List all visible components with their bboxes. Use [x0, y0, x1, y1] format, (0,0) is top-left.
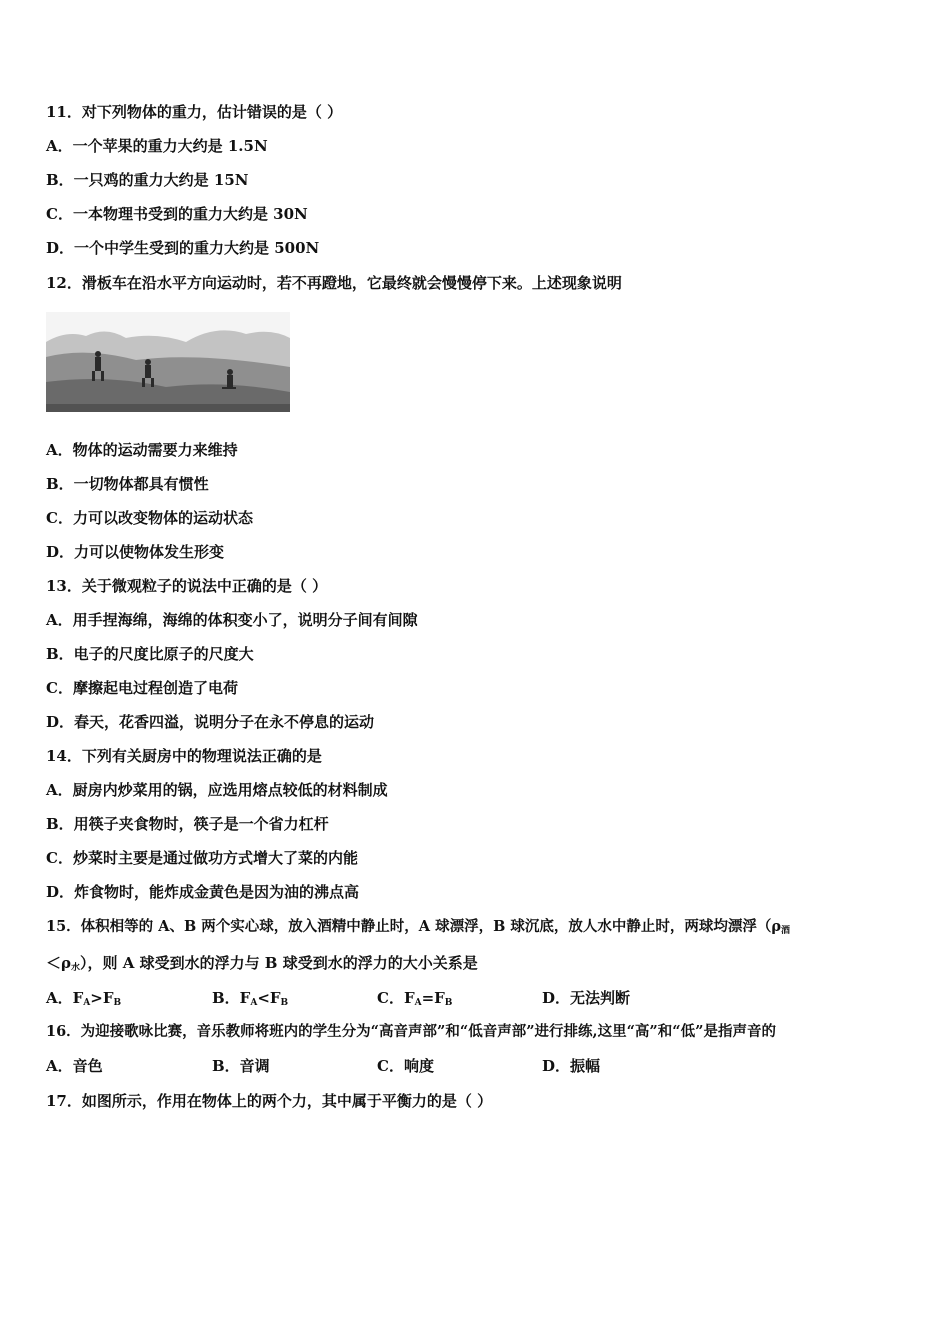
q12-stem: 12．滑板车在沿水平方向运动时，若不再蹬地，它最终就会慢慢停下来。上述现象说明	[46, 274, 622, 292]
q14-option-b: B．用筷子夹食物时，筷子是一个省力杠杆	[46, 815, 329, 833]
q13-option-b: B．电子的尺度比原子的尺度大	[46, 645, 254, 663]
q11-stem: 11．对下列物体的重力，估计错误的是（ ）	[46, 103, 343, 121]
q13-stem: 13．关于微观粒子的说法中正确的是（ ）	[46, 577, 328, 595]
q12-option-c: C．力可以改变物体的运动状态	[46, 509, 253, 527]
q15-option-c: C．$F_A=F_B$	[377, 989, 453, 1008]
q15-option-a: A．$F_A>F_B$	[46, 989, 122, 1008]
q15-option-b: B．$F_A<F_B$	[212, 989, 289, 1008]
q11-option-c: C．一本物理书受到的重力大约是 30N	[46, 205, 308, 223]
q16-option-c: C．响度	[377, 1057, 434, 1075]
scooter-photo-figure	[46, 312, 290, 412]
q13-option-c: C．摩擦起电过程创造了电荷	[46, 679, 238, 697]
q12-option-b: B．一切物体都具有惯性	[46, 475, 209, 493]
q11-option-a: A．一个苹果的重力大约是 1.5N	[46, 137, 268, 155]
q14-option-c: C．炒菜时主要是通过做功方式增大了菜的内能	[46, 849, 358, 867]
q11-option-d: D．一个中学生受到的重力大约是 500N	[46, 239, 320, 257]
q16-option-a: A．音色	[46, 1057, 103, 1075]
q14-option-d: D．炸食物时，能炸成金黄色是因为油的沸点高	[46, 883, 360, 901]
q15-option-d: D．无法判断	[542, 989, 631, 1007]
q17-stem: 17．如图所示，作用在物体上的两个力，其中属于平衡力的是（ ）	[46, 1092, 493, 1110]
q12-option-a: A．物体的运动需要力来维持	[46, 441, 238, 459]
q12-option-d: D．力可以使物体发生形变	[46, 543, 225, 561]
q15-stem-line2: $<\rho_水$），则 A 球受到水的浮力与 B 球受到水的浮力的大小关系是	[46, 954, 478, 973]
q13-option-a: A．用手捏海绵，海绵的体积变小了，说明分子间有间隙	[46, 611, 418, 629]
q16-stem: 16．为迎接歌咏比赛，音乐教师将班内的学生分为“高音声部”和“低音声部”进行排练,这里“高”和“低”是指声音的	[46, 1023, 776, 1040]
q14-stem: 14．下列有关厨房中的物理说法正确的是	[46, 747, 322, 765]
q14-option-a: A．厨房内炒菜用的锅，应选用熔点较低的材料制成	[46, 781, 388, 799]
q13-option-d: D．春天，花香四溢，说明分子在永不停息的运动	[46, 713, 375, 731]
q16-option-b: B．音调	[212, 1057, 270, 1075]
q11-option-b: B．一只鸡的重力大约是 15N	[46, 171, 249, 189]
q15-stem-line1: 15．体积相等的 A、B 两个实心球，放入酒精中静止时，A 球漂浮，B 球沉底，放人水中静止时，两球均漂浮（$\rho_酒$	[46, 918, 791, 936]
q16-option-d: D．振幅	[542, 1057, 601, 1075]
